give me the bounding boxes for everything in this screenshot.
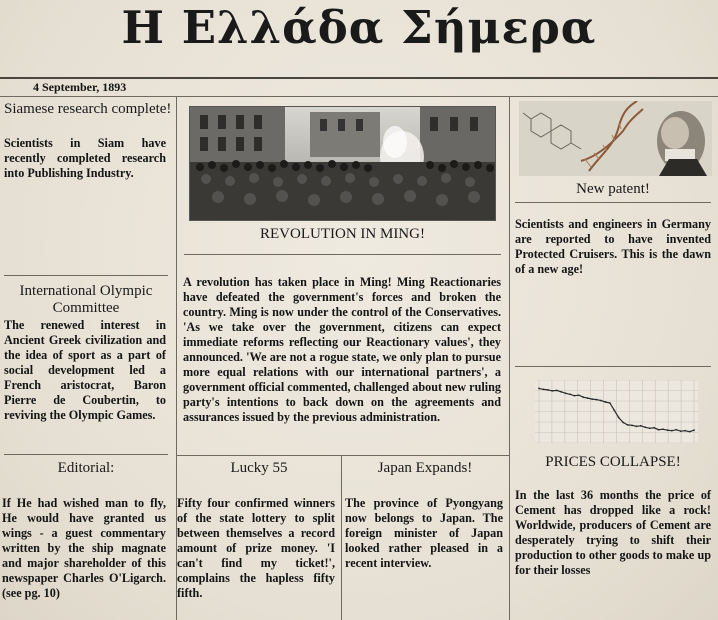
siam-body: Scientists in Siam have recently completed research into Publishing Industry. — [4, 136, 166, 180]
price-point — [609, 402, 611, 404]
issue-date: 4 September, 1893 — [33, 80, 127, 94]
left-divider-2 — [4, 454, 168, 455]
price-point — [605, 401, 607, 403]
price-point — [627, 424, 629, 426]
date-rule — [0, 96, 718, 97]
prices-body: In the last 36 months the price of Cement has dropped like a rock! Worldwide, producers of Cement are desperately trying to shift their production to other goods to make up for their losses — [515, 488, 711, 577]
price-point — [658, 429, 660, 431]
dna-portrait-icon — [519, 101, 712, 176]
price-point — [543, 389, 545, 391]
price-point — [613, 409, 615, 411]
crowd-illustration — [190, 107, 495, 220]
patent-headline: New patent! — [576, 181, 650, 197]
masthead-title: Η Ελλάδα Σήμερα — [121, 1, 597, 54]
patent-illustration — [519, 101, 712, 176]
price-point — [644, 426, 646, 428]
price-point — [640, 425, 642, 427]
right-divider-1 — [515, 202, 711, 203]
price-point — [631, 424, 633, 426]
price-point — [547, 389, 549, 391]
price-point — [560, 391, 562, 393]
price-point — [622, 422, 624, 424]
column-divider-center — [341, 456, 342, 620]
price-point — [596, 399, 598, 401]
olympic-headline: International Olympic Committee — [19, 283, 153, 316]
revolution-headline: REVOLUTION IN MING! — [260, 226, 425, 242]
price-point — [662, 428, 664, 430]
price-point — [693, 429, 695, 431]
editorial-headline: Editorial: — [57, 460, 115, 476]
masthead-rule — [0, 77, 718, 79]
left-divider-1 — [4, 275, 168, 276]
price-point — [574, 395, 576, 397]
price-point — [578, 394, 580, 396]
price-point — [618, 417, 620, 419]
editorial-body: If He had wished man to fly, He would have granted us wings - a guest commentary written by the ship magnate and major shareholder of this newspaper Charles O'Ligarch. (see pg. 10) — [2, 496, 166, 600]
price-point — [667, 429, 669, 431]
japan-headline: Japan Expands! — [377, 460, 473, 476]
price-point — [680, 430, 682, 432]
price-point — [689, 431, 691, 433]
column-divider-right — [509, 97, 510, 620]
center-divider-2 — [176, 455, 509, 456]
price-point — [591, 398, 593, 400]
patent-body: Scientists and engineers in Germany are reported to have invented Protected Cruisers. This is the dawn of a new age! — [515, 217, 711, 276]
price-point — [600, 400, 602, 402]
price-point — [538, 388, 540, 390]
price-point — [569, 393, 571, 395]
revolution-photo — [189, 106, 496, 221]
olympic-body: The renewed interest in Ancient Greek civilization and the idea of sport as a part of social development led a French aristocrat, Baron Pierre de Coubertin, to reviving the Olympic Games. — [4, 318, 166, 422]
price-point — [636, 425, 638, 427]
prices-chart-svg — [535, 380, 698, 443]
price-point — [684, 430, 686, 432]
price-point — [671, 430, 673, 432]
lucky-headline: Lucky 55 — [230, 460, 288, 476]
price-point — [582, 396, 584, 398]
japan-body: The province of Pyongyang now belongs to Japan. The foreign minister of Japan looked rather pleased in a recent interview. — [345, 496, 503, 570]
price-point — [556, 389, 558, 391]
siam-headline: Siamese research complete! — [4, 101, 172, 117]
right-divider-2 — [515, 366, 711, 367]
price-point — [675, 429, 677, 431]
price-point — [653, 427, 655, 429]
price-point — [587, 397, 589, 399]
prices-chart — [535, 380, 698, 443]
price-point — [551, 390, 553, 392]
revolution-body: A revolution has taken place in Ming! Ming Reactionaries have defeated the government's forces and broken the country. Ming is now under the control of the Conservatives. 'As we take over the government, citizens can expect immediate reforms reflecting our Reactionary values', they announced. 'We are not a rogue state, we only plan to pursue more equal relations with our international partners', a government official commented, challenged about new ruling party's intentions to back down on the agreements and assurances issued by the previous administration. — [183, 275, 501, 424]
center-divider-1 — [184, 254, 501, 255]
price-point — [565, 392, 567, 394]
price-point — [649, 427, 651, 429]
lucky-body: Fifty four confirmed winners of the state lottery to split between themselves a record amount of prize money. 'I can't find my ticket!', complains the hapless fifty fifth. — [177, 496, 335, 600]
prices-headline: PRICES COLLAPSE! — [545, 454, 681, 470]
